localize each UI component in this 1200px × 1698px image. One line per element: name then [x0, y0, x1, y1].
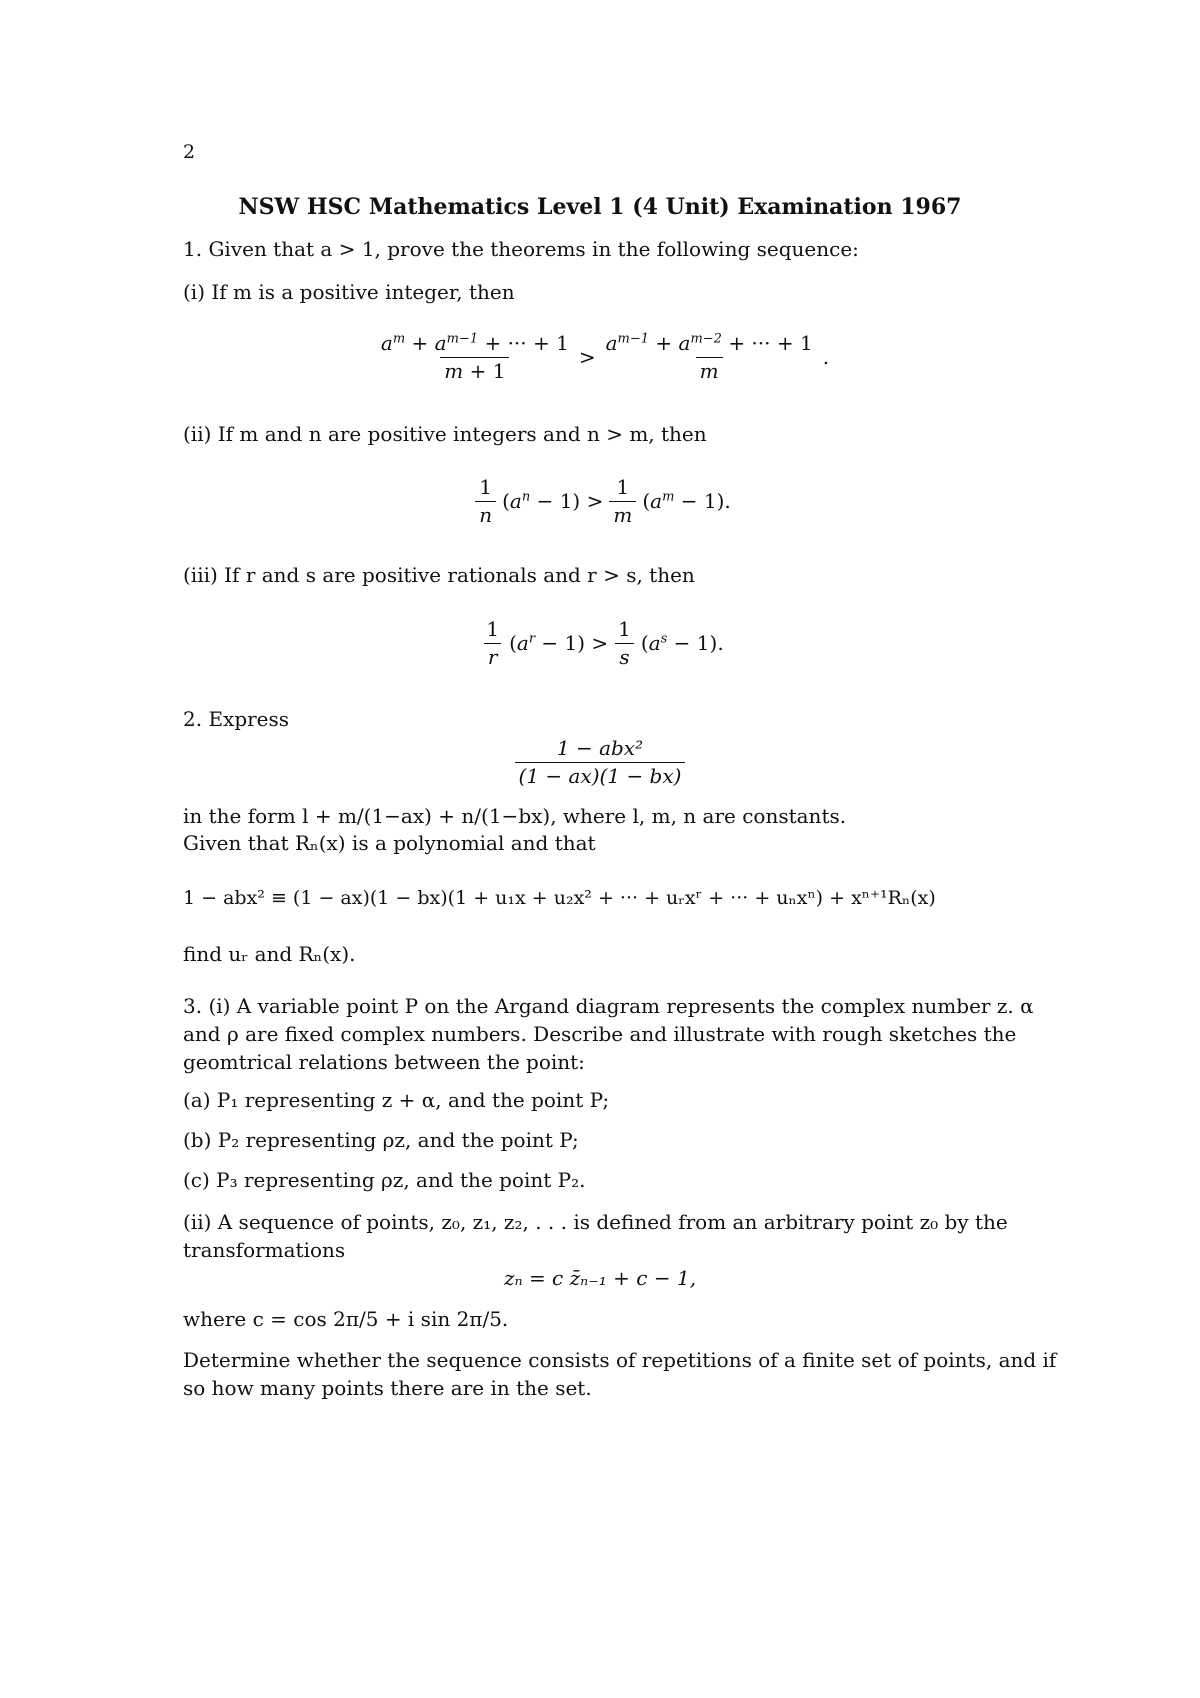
q2-identity: 1 − abx² ≡ (1 − ax)(1 − bx)(1 + u₁x + u₂x² + ··· + uᵣxʳ + ··· + uₙxⁿ) + xⁿ⁺¹Rₙ(x): [183, 887, 936, 909]
q1-i-right-fraction: [602, 330, 817, 385]
q2-find-text: find uᵣ and Rₙ(x).: [183, 942, 356, 966]
q1-i-left-fraction: [377, 330, 573, 385]
q2-intro: 2. Express: [183, 707, 290, 731]
q1-ii-text: (ii) If m and n are positive integers and n > m, then: [183, 422, 707, 446]
q1-i-right-den: m: [696, 357, 723, 385]
q2-given-text: Given that Rₙ(x) is a polynomial and that: [183, 831, 596, 855]
page-number: 2: [183, 141, 196, 163]
q3-intro: 3. (i) A variable point P on the Argand diagram represents the complex number z. α and ρ are fixed complex numbers. Describe and illustrate with rough sketches the geomtrical relations between the point:: [183, 994, 1034, 1074]
q3-c: (c) P₃ representing ρz, and the point P₂.: [183, 1168, 586, 1192]
q3-b: (b) P₂ representing ρz, and the point P;: [183, 1128, 579, 1152]
q1-i-op: >: [578, 345, 596, 369]
q3-final-text: Determine whether the sequence consists of repetitions of a finite set of points, and if so how many points there are in the set.: [183, 1348, 1057, 1400]
q1-iii-text: (iii) If r and s are positive rationals and r > s, then: [183, 563, 695, 587]
q2-fraction: [0, 735, 1200, 790]
q1-i-text: (i) If m is a positive integer, then: [183, 280, 515, 304]
q3-ii-equation: zₙ = c z̄ₙ₋₁ + c − 1,: [503, 1266, 697, 1290]
q2-frac-den: (1 − ax)(1 − bx): [515, 762, 686, 790]
q1-i-left-num: $a^m + a^{m-1}$ + ··· + 1: [380, 331, 569, 355]
q2-frac-num: 1 − abx²: [556, 736, 644, 760]
q1-i-equation: $\frac{a^m + a^{m-1} + \cdot\cdot\cdot + 1}{m + 1}$ > $\frac{a^{m-1} + a^{m-2} + \cdot\cdot\cdot + 1}{m}$ .: [0, 330, 1200, 385]
q1-i-right-num: $a^{m-1} + a^{m-2}$ + ··· + 1: [605, 331, 813, 355]
exam-title: NSW HSC Mathematics Level 1 (4 Unit) Examination 1967: [238, 194, 962, 220]
q3-a: (a) P₁ representing z + α, and the point P;: [183, 1088, 610, 1112]
q1-i-left-den: m + 1: [440, 357, 509, 385]
q1-iii-equation: $\frac{1}{r}$ $(a^r - 1)$ > $\frac{1}{s}$ $(a^s - 1)$.: [0, 616, 1200, 671]
q1-intro: 1. Given that a > 1, prove the theorems in the following sequence:: [183, 237, 859, 261]
q2-form-text: in the form l + m/(1−ax) + n/(1−bx), where l, m, n are constants.: [183, 804, 847, 828]
q3-where-text: where c = cos 2π/5 + i sin 2π/5.: [183, 1307, 509, 1331]
q1-ii-equation: $\frac{1}{n}$ $(a^n - 1)$ > $\frac{1}{m}$ $(a^m - 1)$.: [0, 474, 1200, 529]
q3-ii-text: (ii) A sequence of points, z₀, z₁, z₂, . . . is defined from an arbitrary point z₀ by the transformations: [183, 1210, 1008, 1262]
